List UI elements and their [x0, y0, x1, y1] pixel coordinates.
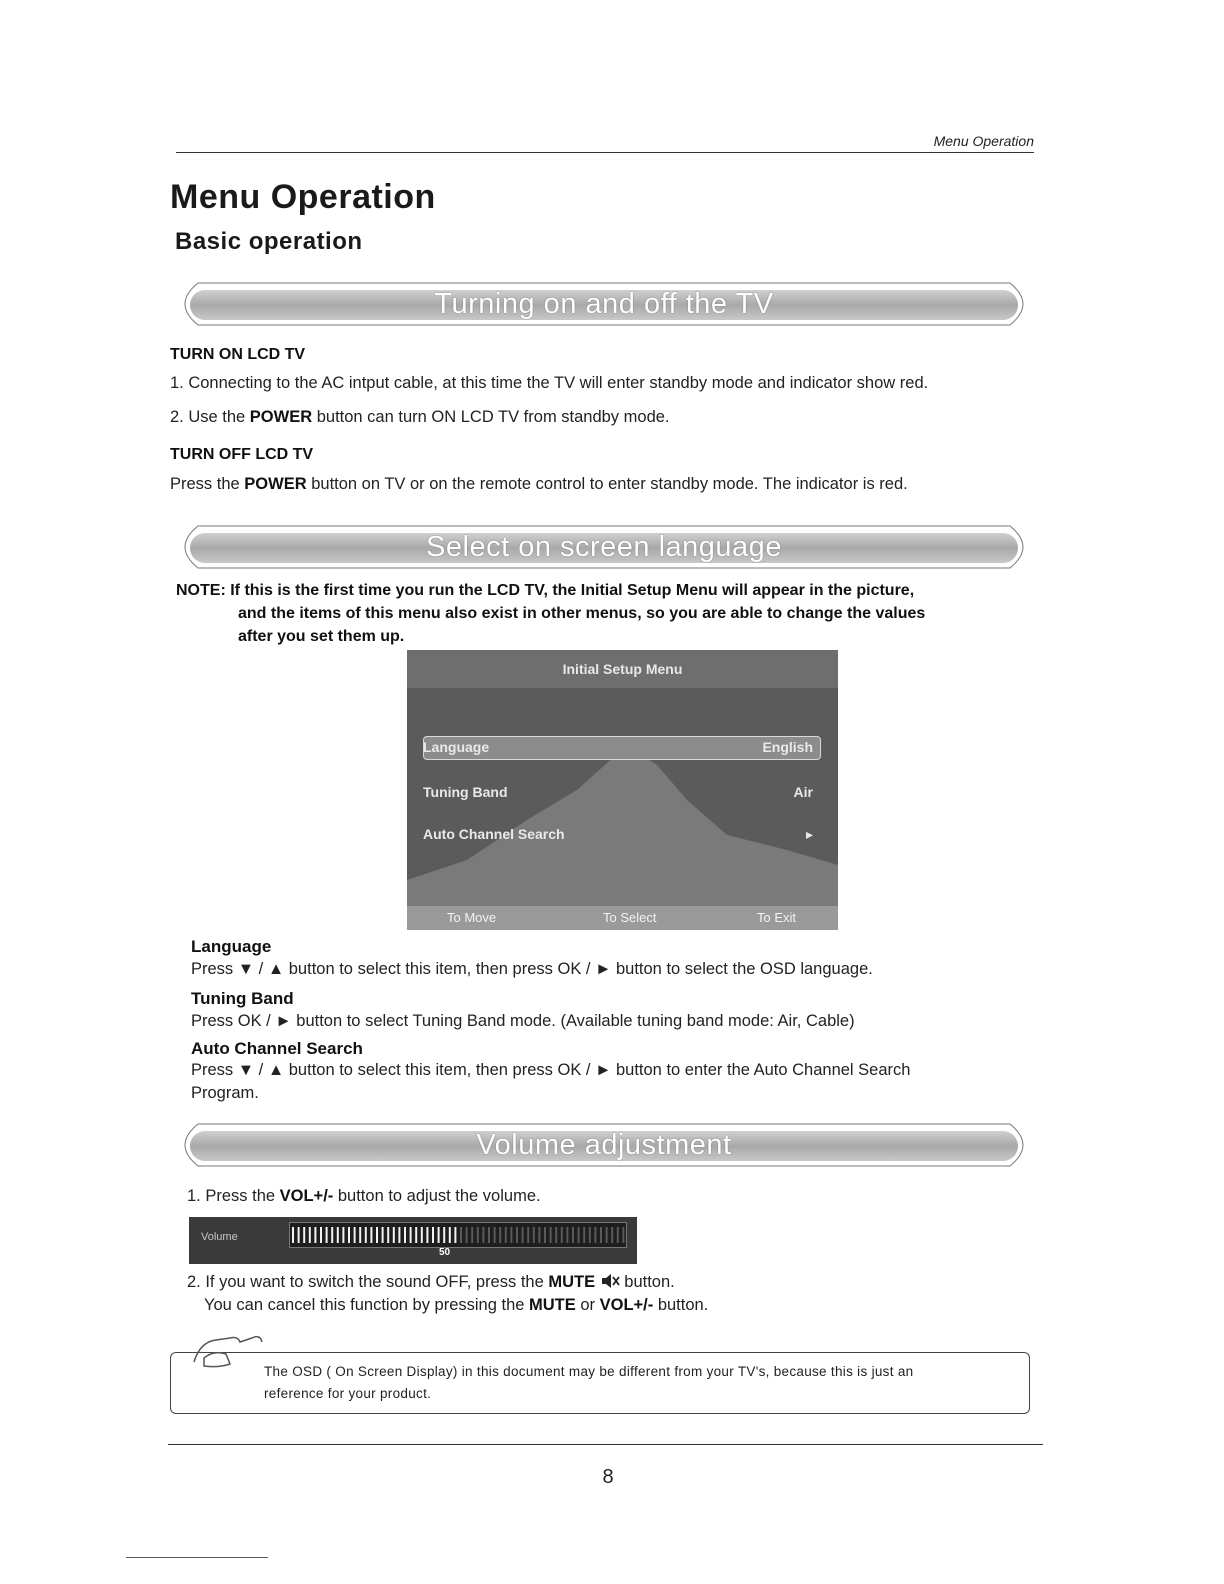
volume-tick	[522, 1227, 524, 1243]
volume-tick	[370, 1227, 372, 1243]
volume-tick	[354, 1227, 356, 1243]
volume-tick	[533, 1227, 535, 1243]
item-text-auto-channel-search-cont: Program.	[191, 1084, 259, 1102]
note-line: and the items of this menu also exist in other menus, so you are able to change the values	[238, 605, 926, 622]
volume-tick	[606, 1227, 608, 1243]
tip-line: reference for your product.	[264, 1386, 432, 1401]
volume-tick	[309, 1227, 311, 1243]
volume-tick	[387, 1227, 389, 1243]
volume-tick	[421, 1227, 423, 1243]
volume-tick	[488, 1227, 490, 1243]
mute-icon	[600, 1273, 620, 1289]
volume-tick	[342, 1227, 344, 1243]
volume-step2: 2. If you want to switch the sound OFF, press the MUTE button.	[187, 1273, 675, 1291]
volume-tick	[583, 1227, 585, 1243]
volume-tick	[443, 1227, 445, 1243]
section-banner-turning-on	[170, 279, 1038, 329]
volume-tick	[292, 1227, 294, 1243]
item-heading-tuning-band: Tuning Band	[191, 989, 294, 1008]
page-title: Menu Operation	[170, 178, 436, 216]
volume-tick	[314, 1227, 316, 1243]
section-subtitle: Basic operation	[175, 228, 363, 255]
banner-title: Volume adjustment	[476, 1129, 732, 1161]
volume-osd-screenshot	[189, 1217, 637, 1264]
section-banner-language	[170, 522, 1038, 572]
osd-row-value: Air	[793, 784, 813, 800]
setup-note	[176, 579, 1042, 648]
volume-tick	[516, 1227, 518, 1243]
volume-step1: 1. Press the VOL+/- button to adjust the volume.	[187, 1187, 541, 1205]
volume-tick	[572, 1227, 574, 1243]
volume-tick	[320, 1227, 322, 1243]
volume-tick	[561, 1227, 563, 1243]
volume-tick	[482, 1227, 484, 1243]
osd-row-language	[423, 739, 823, 755]
volume-tick	[494, 1227, 496, 1243]
turn-off-text: Press the POWER button on TV or on the remote control to enter standby mode. The indicator is red.	[170, 475, 908, 493]
volume-tick	[510, 1227, 512, 1243]
running-header: Menu Operation	[933, 133, 1034, 149]
volume-tick	[600, 1227, 602, 1243]
note-line: after you set them up.	[238, 628, 405, 645]
osd-footer-move: To Move	[447, 910, 497, 925]
link-underline	[126, 1557, 268, 1558]
footer-rule	[168, 1444, 1043, 1445]
volume-tick	[298, 1227, 300, 1243]
volume-tick	[432, 1227, 434, 1243]
volume-tick	[454, 1227, 456, 1243]
turn-on-step1: 1. Connecting to the AC intput cable, at this time the TV will enter standby mode and indicator show red.	[170, 374, 929, 392]
volume-tick	[499, 1227, 501, 1243]
volume-tick	[594, 1227, 596, 1243]
banner-title: Select on screen language	[426, 531, 782, 563]
volume-osd-value: 50	[439, 1247, 451, 1258]
turn-on-heading: TURN ON LCD TV	[170, 346, 306, 363]
volume-tick	[382, 1227, 384, 1243]
turn-off-heading: TURN OFF LCD TV	[170, 446, 314, 463]
banner-title: Turning on and off the TV	[434, 288, 774, 320]
osd-footer	[407, 906, 838, 930]
volume-tick	[471, 1227, 473, 1243]
initial-setup-menu-screenshot	[407, 650, 838, 930]
volume-tick	[622, 1227, 624, 1243]
volume-tick	[348, 1227, 350, 1243]
volume-tick	[331, 1227, 333, 1243]
volume-tick	[438, 1227, 440, 1243]
volume-tick	[555, 1227, 557, 1243]
volume-tick	[398, 1227, 400, 1243]
volume-tick	[415, 1227, 417, 1243]
volume-ticks	[290, 1223, 626, 1247]
header-rule	[176, 152, 1034, 153]
volume-level-bar	[289, 1222, 627, 1248]
osd-footer-exit: To Exit	[757, 910, 797, 925]
volume-tick	[365, 1227, 367, 1243]
volume-tick	[404, 1227, 406, 1243]
volume-tick	[466, 1227, 468, 1243]
osd-row-auto-channel-search	[423, 826, 823, 842]
item-text-auto-channel-search: Press ▼ / ▲ button to select this item, then press OK / ► button to enter the Auto Channel Search	[191, 1061, 911, 1079]
pointing-hand-icon	[190, 1332, 270, 1372]
volume-tick	[477, 1227, 479, 1243]
volume-tick	[578, 1227, 580, 1243]
volume-tick	[550, 1227, 552, 1243]
volume-tick	[544, 1227, 546, 1243]
volume-tick	[566, 1227, 568, 1243]
volume-tick	[393, 1227, 395, 1243]
volume-tick	[410, 1227, 412, 1243]
osd-title: Initial Setup Menu	[407, 650, 838, 688]
volume-tick	[527, 1227, 529, 1243]
osd-row-label: Auto Channel Search	[423, 826, 565, 842]
volume-tick	[589, 1227, 591, 1243]
osd-footer-select: To Select	[603, 910, 657, 925]
item-text-tuning-band: Press OK / ► button to select Tuning Band mode. (Available tuning band mode: Air, Cable)	[191, 1012, 855, 1030]
item-heading-auto-channel-search: Auto Channel Search	[191, 1039, 363, 1058]
section-banner-volume	[170, 1120, 1038, 1170]
volume-tick	[617, 1227, 619, 1243]
tip-line: The OSD ( On Screen Display) in this document may be different from your TV's, because this is just an	[264, 1364, 914, 1379]
volume-tick	[376, 1227, 378, 1243]
osd-row-label: Tuning Band	[423, 784, 508, 800]
item-heading-language: Language	[191, 937, 272, 956]
osd-row-value: ▸	[805, 826, 813, 842]
item-text-language: Press ▼ / ▲ button to select this item, then press OK / ► button to select the OSD language.	[191, 960, 873, 978]
tip-text	[264, 1361, 1014, 1405]
volume-tick	[337, 1227, 339, 1243]
volume-osd-label: Volume	[201, 1231, 238, 1243]
volume-tick	[505, 1227, 507, 1243]
volume-tick	[538, 1227, 540, 1243]
volume-tick	[460, 1227, 462, 1243]
volume-tick	[359, 1227, 361, 1243]
volume-tick	[326, 1227, 328, 1243]
osd-row-label: Language	[423, 739, 490, 755]
volume-tick	[449, 1227, 451, 1243]
volume-tick	[303, 1227, 305, 1243]
turn-on-step2: 2. Use the POWER button can turn ON LCD TV from standby mode.	[170, 408, 670, 426]
volume-step2-cancel: You can cancel this function by pressing the MUTE or VOL+/- button.	[204, 1296, 709, 1314]
note-line: NOTE: If this is the first time you run the LCD TV, the Initial Setup Menu will appear in the picture,	[176, 582, 915, 599]
osd-row-value: English	[762, 739, 813, 755]
page-number: 8	[602, 1466, 614, 1488]
volume-tick	[611, 1227, 613, 1243]
volume-tick	[426, 1227, 428, 1243]
osd-row-tuning-band	[423, 784, 823, 800]
